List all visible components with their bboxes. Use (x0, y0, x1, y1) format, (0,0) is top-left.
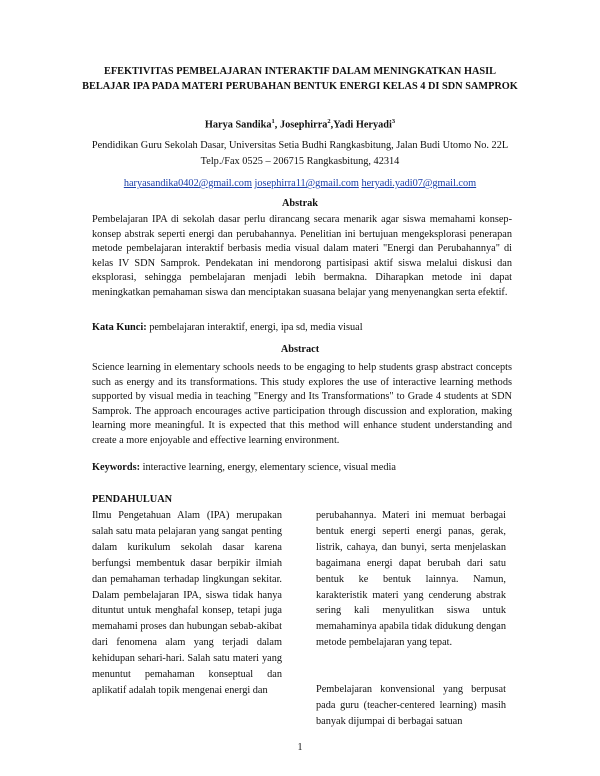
author-affil-number: 2 (327, 118, 331, 125)
keywords-text: interactive learning, energy, elementary science, visual media (142, 462, 396, 473)
kata-kunci-label: Kata Kunci: (92, 322, 147, 333)
author-separator: , (274, 119, 280, 131)
abstract-text: Science learning in elementary schools needs to be engaging to help students grasp abstract concepts such as energy and its transformations. This study explores the use of interactive learning methods supported by visual media in teaching "Energy and Its Transformations" to Grade 4 students at SDN Samprok. The approach encourages active participation through discussion and exploration, making learning more meaningful. It is expected that this method will enhance student understanding and create a more enjoyable and effective learning environment. (92, 362, 512, 446)
intro-right-paragraph-1: perubahannya. Materi ini memuat berbagai bentuk energi seperti energi panas, gerak, listrik, cahaya, dan bunyi, serta menjelaskan bagaimana energi dapat berubah dari satu bentuk ke bentuk lainnya. Namun, karakteristik materi yang cenderung abstrak sering kali menyulitkan siswa untuk memahaminya apabila tidak didukung dengan metode pembelajaran yang tepat. (316, 510, 506, 649)
email-link[interactable]: heryadi.yadi07@gmail.com (361, 178, 477, 189)
abstrak-heading: Abstrak (281, 198, 319, 209)
email-link[interactable]: josephirra11@gmail.com (254, 178, 359, 189)
page-number: 1 (297, 742, 303, 753)
author-line (80, 118, 520, 130)
author-name: Yadi Heryadi (333, 119, 392, 131)
author-name: Josephirra (279, 119, 328, 131)
author-affil-number: 3 (391, 118, 396, 125)
author-affil-number: 1 (271, 118, 275, 125)
pendahuluan-heading: PENDAHULUAN (92, 494, 173, 505)
abstrak-text: Pembelajaran IPA di sekolah dasar perlu dirancang secara menarik agar siswa memahami konsep-konsep abstrak seperti energi dan perubahannya. Penelitian ini bertujuan mengeksplorasi penerapan metode pembelajaran interaktif berbasis media visual dalam materi "Energi dan Perubahannya" di kelas IV SDN Samprok. Pendekatan ini mendorong partisipasi aktif siswa melalui diskusi dan eksplorasi, sehingga pembelajaran menjadi lebih bermakna. Diharapkan metode ini dapat meningkatkan pemahaman siswa dan menciptakan suasana belajar yang menyenangkan serta efektif. (92, 214, 512, 298)
intro-right-paragraph-2: Pembelajaran konvensional yang berpusat pada guru (teacher-centered learning) masih banyak dijumpai di berbagai satuan (316, 684, 506, 727)
affiliation: Pendidikan Guru Sekolah Dasar, Universitas Setia Budhi Rangkasbitung, Jalan Budi Utomo No. 22L Telp./Fax 0525 – 206715 Rangkasbitung, 42314 (91, 140, 509, 167)
intro-left-column: Ilmu Pengetahuan Alam (IPA) merupakan salah satu mata pelajaran yang sangat penting dalam kurikulum sekolah dasar karena berfungsi membentuk dasar berpikir ilmiah dan pemahaman terhadap lingkungan sekitar. Dalam pembelajaran IPA, siswa tidak hanya dituntut untuk menghafal konsep, tetapi juga memahami proses dan hubungan sebab-akibat dari fenomena alam yang terjadi dalam kehidupan sehari-hari. Salah satu materi yang menuntut pemahaman konseptual dan aplikatif adalah topik mengenai energi dan (92, 510, 282, 696)
author-name: Harya Sandika (204, 119, 272, 131)
keywords (92, 462, 512, 473)
email-link[interactable]: haryasandika0402@gmail.com (123, 178, 252, 189)
keywords-label: Keywords: (92, 462, 141, 473)
author-separator: , (330, 119, 334, 131)
kata-kunci-text: pembelajaran interaktif, energi, ipa sd, media visual (149, 322, 363, 333)
abstract-heading: Abstract (280, 344, 320, 355)
paper-title: EFEKTIVITAS PEMBELAJARAN INTERAKTIF DALAM MENINGKATKAN HASIL BELAJAR IPA PADA MATERI PERUBAHAN BENTUK ENERGI KELAS 4 DI SDN SAMPROK (82, 66, 518, 92)
email-line (60, 178, 540, 189)
kata-kunci (92, 322, 512, 333)
